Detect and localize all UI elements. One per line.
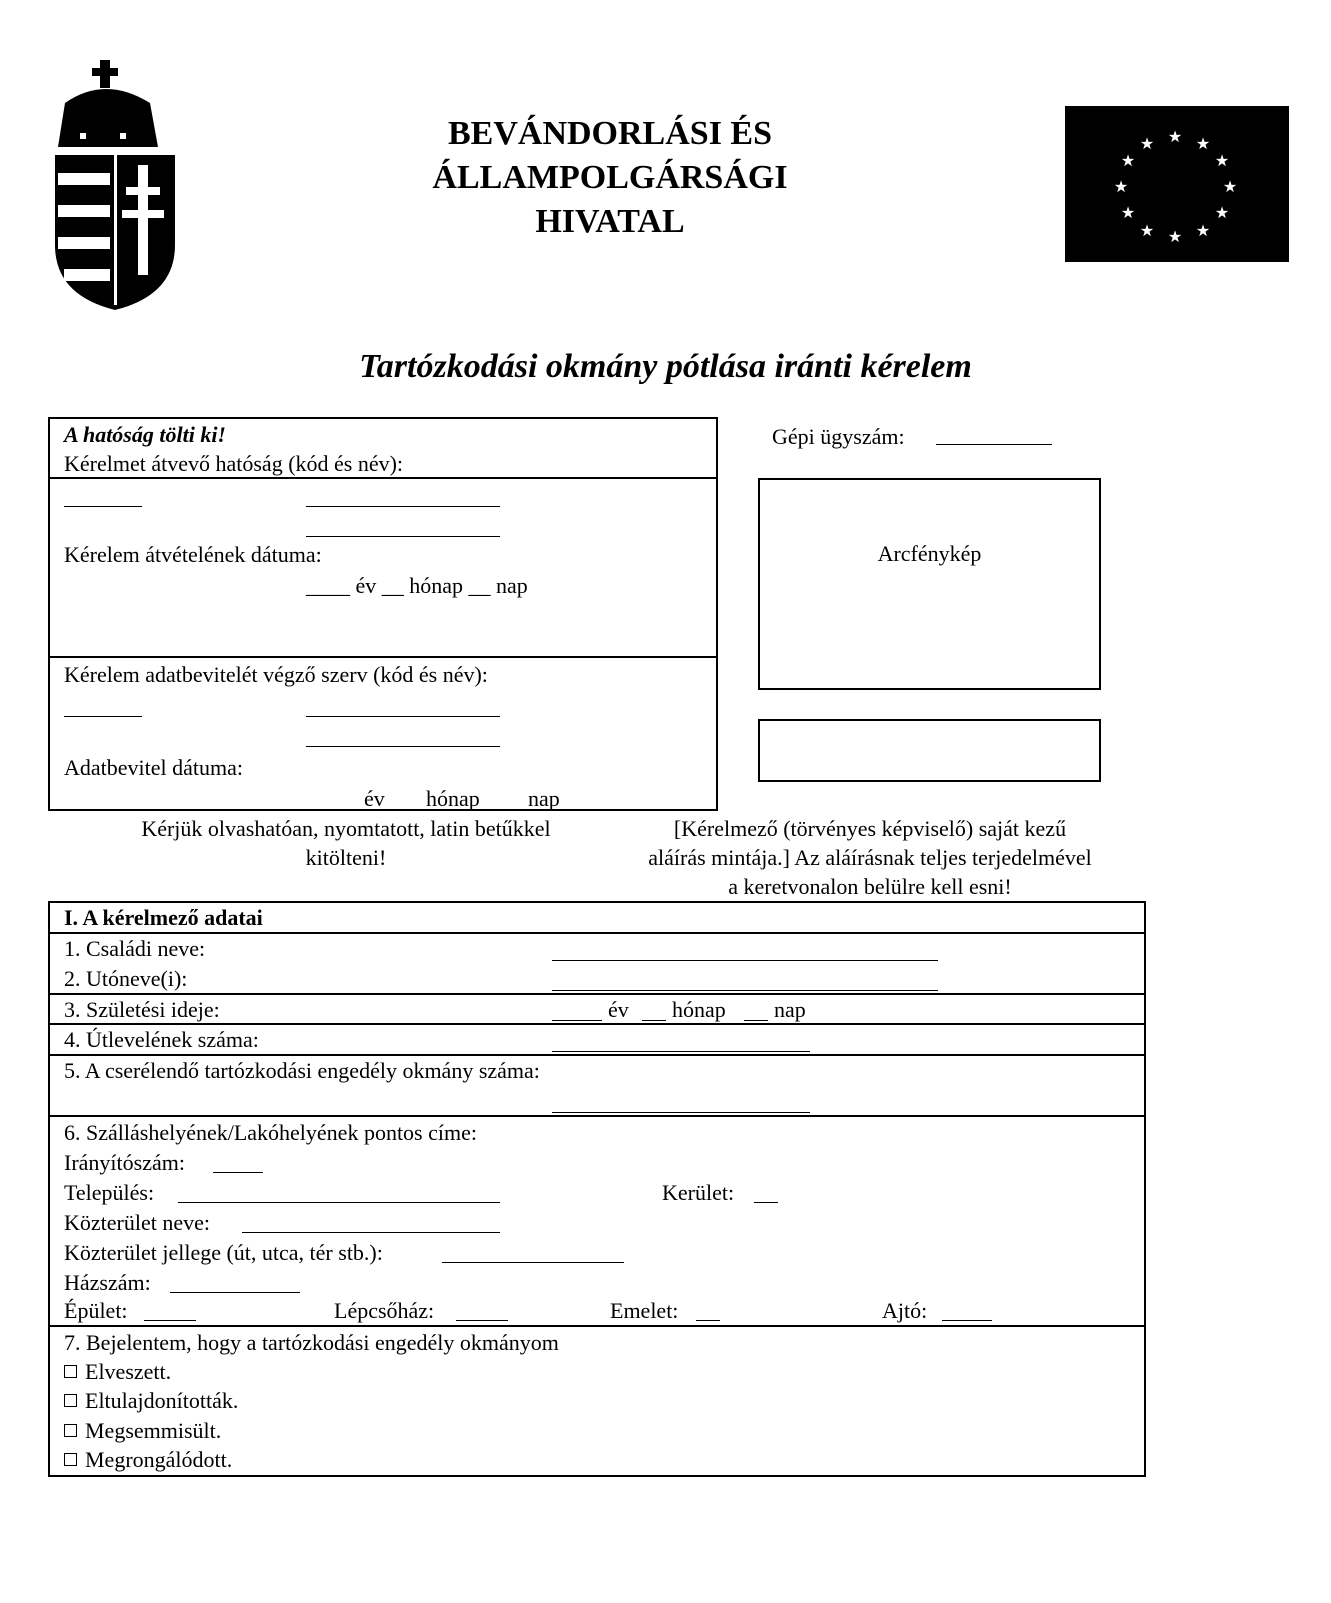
settlement-label: Település:: [64, 1180, 155, 1205]
eu-flag-icon: [1065, 106, 1289, 262]
instruction-right-line3: a keretvonalon belülre kell esni!: [728, 874, 1012, 899]
receiving-authority-name-field-2[interactable]: [306, 536, 500, 537]
option-stolen[interactable]: [64, 1388, 238, 1414]
street-name-label: Közterület neve:: [64, 1210, 210, 1235]
svg-text:★: ★: [1120, 203, 1136, 222]
passport-number-label: 4. Útlevelének száma:: [64, 1027, 259, 1052]
data-entry-org-code-field[interactable]: [64, 716, 142, 717]
option-lost-label: Elveszett.: [85, 1359, 172, 1384]
floor-field[interactable]: [696, 1320, 720, 1321]
data-entry-org-label: Kérelem adatbevitelét végző szerv (kód és név):: [64, 662, 488, 687]
option-damaged-label: Megrongálódott.: [85, 1447, 233, 1472]
photo-box[interactable]: [758, 478, 1101, 690]
option-stolen-label: Eltulajdonították.: [85, 1388, 239, 1413]
building-field[interactable]: [144, 1320, 196, 1321]
svg-text:★: ★: [1167, 127, 1183, 146]
svg-text:★: ★: [1139, 134, 1155, 153]
svg-text:★: ★: [1167, 227, 1183, 246]
birth-month-label: hónap: [672, 997, 726, 1022]
data-entry-org-name-field[interactable]: [306, 716, 500, 717]
birth-day-field[interactable]: [744, 1020, 768, 1021]
district-field[interactable]: [754, 1202, 778, 1203]
checkbox-icon[interactable]: [64, 1394, 77, 1407]
option-destroyed-label: Megsemmisült.: [85, 1418, 222, 1443]
agency-title-line3: HIVATAL: [535, 203, 685, 240]
receipt-date-label: Kérelem átvételének dátuma:: [64, 542, 322, 567]
building-label: Épület:: [64, 1298, 128, 1323]
checkbox-icon[interactable]: [64, 1424, 77, 1437]
declaration-label: 7. Bejelentem, hogy a tartózkodási engedély okmányom: [64, 1330, 559, 1355]
permit-number-label: 5. A cserélendő tartózkodási engedély okmány száma:: [64, 1058, 540, 1083]
instruction-left-line2: kitölteni!: [305, 845, 387, 870]
data-entry-date-label: Adatbevitel dátuma:: [64, 755, 243, 780]
hungarian-coat-of-arms-icon: [50, 55, 185, 315]
postcode-field[interactable]: [213, 1172, 263, 1173]
svg-text:★: ★: [1113, 177, 1129, 196]
svg-text:★: ★: [1139, 221, 1155, 240]
instruction-right-line1: [Kérelmező (törvényes képviselő) saját kezű: [673, 816, 1067, 841]
svg-text:★: ★: [1195, 221, 1211, 240]
birth-month-field[interactable]: [642, 1020, 666, 1021]
signature-box[interactable]: [758, 719, 1101, 782]
photo-label: Arcfénykép: [877, 541, 982, 566]
option-damaged[interactable]: [64, 1447, 232, 1473]
floor-label: Emelet:: [610, 1298, 679, 1323]
receiving-authority-label: Kérelmet átvevő hatóság (kód és név):: [64, 451, 404, 476]
data-entry-year-label: év: [364, 786, 385, 811]
street-type-field[interactable]: [442, 1262, 624, 1263]
instruction-left-line1: Kérjük olvashatóan, nyomtatott, latin betűkkel: [141, 816, 551, 841]
district-label: Kerület:: [662, 1180, 735, 1205]
form-title: Tartózkodási okmány pótlása iránti kérelem: [359, 348, 972, 385]
street-type-label: Közterület jellege (út, utca, tér stb.):: [64, 1240, 383, 1265]
svg-text:★: ★: [1195, 134, 1211, 153]
birth-year-label: év: [608, 997, 629, 1022]
birth-year-field[interactable]: [552, 1020, 602, 1021]
birth-day-label: nap: [774, 997, 806, 1022]
staircase-field[interactable]: [456, 1320, 508, 1321]
door-label: Ajtó:: [882, 1298, 928, 1323]
door-field[interactable]: [942, 1320, 992, 1321]
family-name-label: 1. Családi neve:: [64, 936, 206, 961]
instruction-right-line2: aláírás mintája.] Az aláírásnak teljes terjedelmével: [648, 845, 1092, 870]
case-number-field[interactable]: [936, 444, 1052, 445]
agency-title-line1: BEVÁNDORLÁSI ÉS: [447, 115, 773, 152]
birth-date-label: 3. Születési ideje:: [64, 997, 220, 1022]
data-entry-month-label: hónap: [426, 786, 480, 811]
house-number-field[interactable]: [170, 1292, 300, 1293]
checkbox-icon[interactable]: [64, 1453, 77, 1466]
staircase-label: Lépcsőház:: [334, 1298, 435, 1323]
address-heading: 6. Szálláshelyének/Lakóhelyének pontos címe:: [64, 1120, 477, 1145]
data-entry-day-label: nap: [528, 786, 560, 811]
option-destroyed[interactable]: [64, 1418, 221, 1444]
house-number-label: Házszám:: [64, 1270, 151, 1295]
authority-heading: A hatóság tölti ki!: [64, 422, 226, 447]
family-name-field[interactable]: [552, 960, 938, 961]
agency-title: [330, 112, 890, 244]
postcode-label: Irányítószám:: [64, 1150, 185, 1175]
data-entry-org-name-field-2[interactable]: [306, 746, 500, 747]
settlement-field[interactable]: [178, 1202, 500, 1203]
svg-text:★: ★: [1214, 203, 1230, 222]
given-names-field[interactable]: [552, 990, 938, 991]
given-names-label: 2. Utóneve(i):: [64, 966, 188, 991]
section1-heading: I. A kérelmező adatai: [64, 905, 263, 930]
receipt-date-field[interactable]: ____ év __ hónap __ nap: [306, 573, 528, 598]
case-number-label: Gépi ügyszám:: [772, 424, 905, 449]
svg-text:★: ★: [1214, 151, 1230, 170]
agency-title-line2: ÁLLAMPOLGÁRSÁGI: [432, 159, 788, 196]
svg-text:★: ★: [1222, 177, 1238, 196]
receiving-authority-name-field[interactable]: [306, 506, 500, 507]
checkbox-icon[interactable]: [64, 1365, 77, 1378]
permit-number-field[interactable]: [552, 1112, 810, 1113]
option-lost[interactable]: [64, 1359, 171, 1385]
receiving-authority-code-field[interactable]: [64, 506, 142, 507]
passport-number-field[interactable]: [552, 1051, 810, 1052]
street-name-field[interactable]: [242, 1232, 500, 1233]
svg-text:★: ★: [1120, 151, 1136, 170]
